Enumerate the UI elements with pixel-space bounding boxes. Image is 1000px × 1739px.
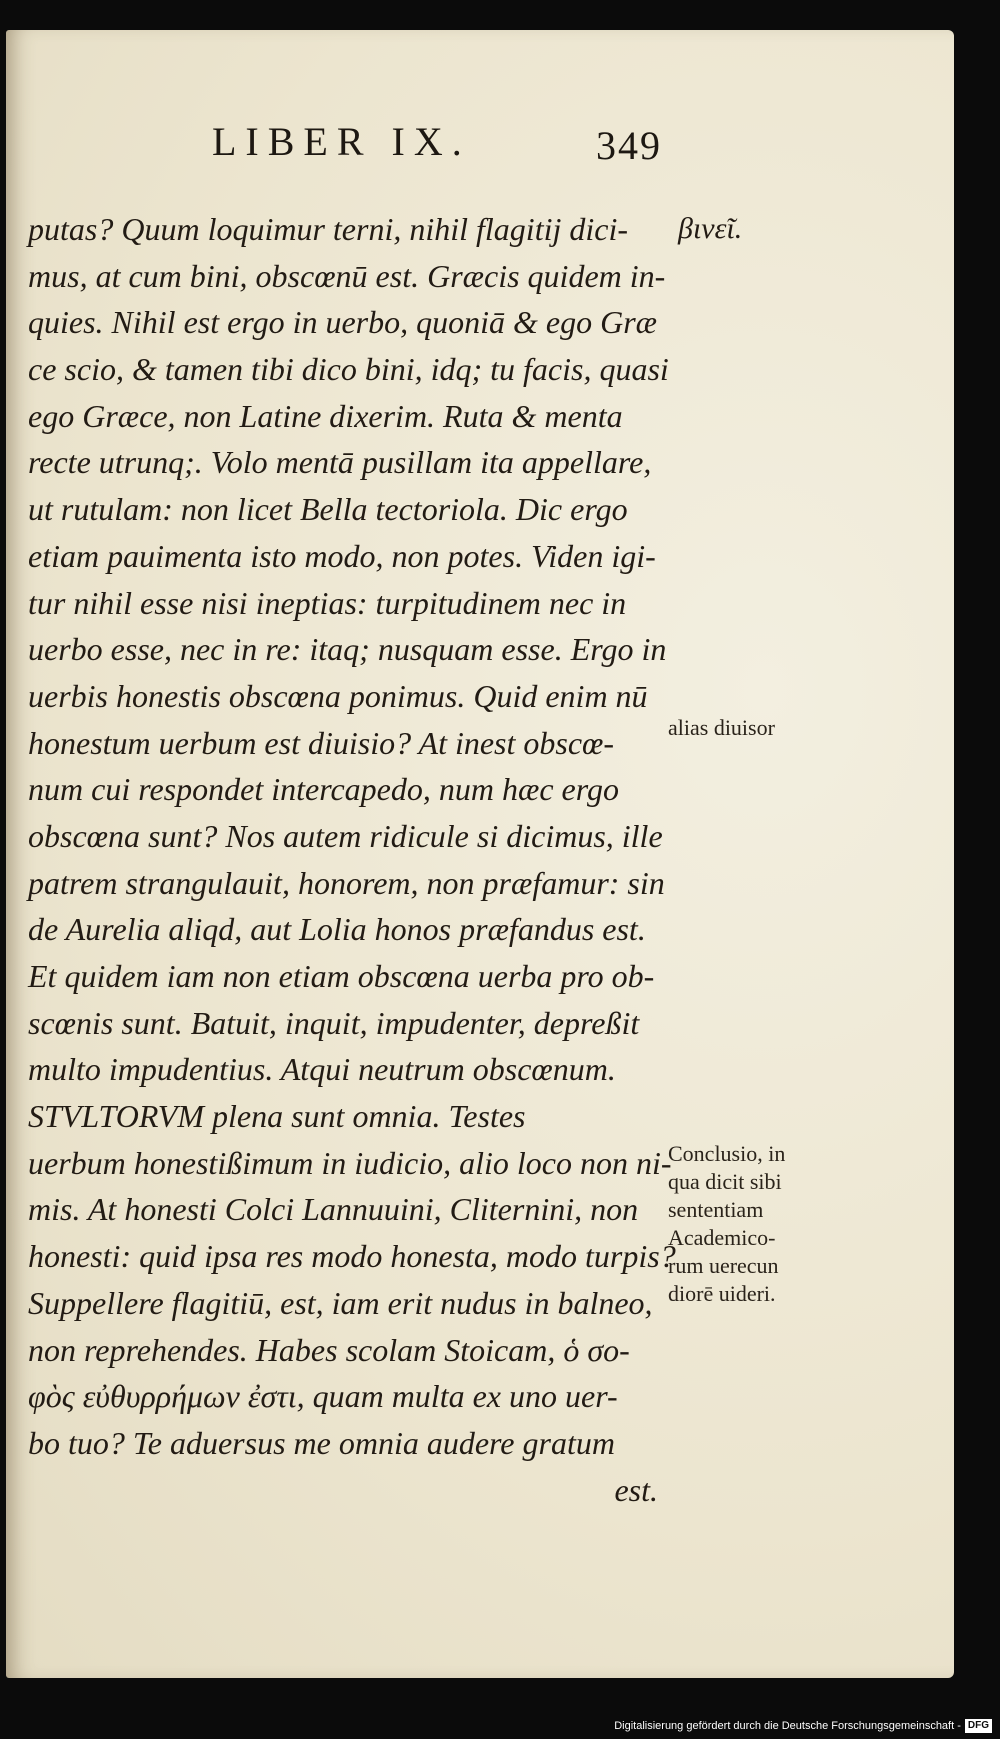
text-line: honestum uerbum est diuisio? At inest obscœ- — [28, 724, 615, 761]
main-text-block — [28, 206, 676, 1513]
text-line: etiam pauimenta isto modo, non potes. Viden igi- — [28, 537, 656, 574]
text-line: obscœna sunt? Nos autem ridicule si dicimus, ille — [28, 817, 663, 854]
text-line: Et quidem iam non etiam obscœna uerba pro ob- — [28, 958, 655, 994]
running-head-title: LIBER IX. — [212, 119, 471, 164]
digitization-footer — [614, 1717, 992, 1735]
text-line: ego Græce, non Latine dixerim. Ruta & menta — [28, 397, 623, 434]
text-line: Suppellere flagitiū, est, iam erit nudus in balneo, — [28, 1284, 653, 1321]
text-line: ce scio, & tamen tibi dico bini, idq; tu facis, quasi — [28, 351, 669, 388]
text-line: non reprehendes. Habes scolam Stoicam, ὁ σο- — [28, 1331, 630, 1368]
margin-note-line: diorē uideri. — [668, 1281, 776, 1306]
margin-greek-gloss: βινεῖ. — [678, 212, 743, 245]
text-line: quies. Nihil est ergo in uerbo, quoniā & ego Græ — [28, 304, 658, 341]
text-line: STVLTORVM plena sunt omnia. Testes — [28, 1098, 526, 1135]
running-head — [6, 118, 954, 178]
text-line: de Aurelia aliqd, aut Lolia honos præfandus est. — [28, 911, 646, 948]
text-line: mus, at cum bini, obscœnū est. Græcis quidem in- — [28, 257, 666, 294]
margin-note-line: Academico- — [668, 1225, 776, 1250]
text-line: putas? Quum loquimur terni, nihil flagitij dici- — [28, 211, 628, 247]
text-line: patrem strangulauit, honorem, non præfamur: sin — [28, 864, 665, 901]
book-page — [6, 30, 954, 1678]
dfg-logo: DFG — [965, 1719, 992, 1733]
funding-credit: Digitalisierung gefördert durch die Deutsche Forschungsgemeinschaft - — [614, 1720, 961, 1732]
text-line: tur nihil esse nisi ineptias: turpitudinem nec in — [28, 584, 627, 621]
text-line: multo impudentius. Atqui neutrum obscœnum. — [28, 1051, 616, 1088]
page-number: 349 — [596, 123, 662, 168]
margin-note-line: qua dicit sibi — [668, 1169, 782, 1194]
text-line: uerbo esse, nec in re: itaq; nusquam esse. Ergo in — [28, 631, 667, 668]
text-line: uerbum honestißimum in iudicio, alio loco non ni- — [28, 1144, 672, 1181]
text-line: ut rutulam: non licet Bella tectoriola. Dic ergo — [28, 491, 628, 528]
margin-note-line: alias diuisor — [668, 715, 775, 740]
text-line: recte utrunq;. Volo mentā pusillam ita appellare, — [28, 444, 652, 481]
margin-note-conclusion — [668, 1140, 785, 1308]
margin-note-line: sententiam — [668, 1197, 764, 1222]
margin-note-line: Conclusio, in — [668, 1141, 786, 1166]
text-line-final: est. — [614, 1471, 658, 1508]
text-line: bo tuo? Te aduersus me omnia audere gratum — [28, 1424, 615, 1461]
text-line: mis. At honesti Colci Lannuuini, Cliternini, non — [28, 1191, 639, 1228]
text-line: honesti: quid ipsa res modo honesta, modo turpis? — [28, 1238, 676, 1275]
text-line: uerbis honestis obscœna ponimus. Quid enim nū — [28, 677, 648, 714]
margin-note-line: rum uerecun — [668, 1253, 779, 1278]
text-line: num cui respondet intercapedo, num hæc ergo — [28, 771, 619, 808]
margin-note-variant — [668, 714, 775, 742]
text-line: φὸς εὐθυρρήμων ἐστι, quam multa ex uno uer- — [28, 1378, 618, 1415]
text-line: scœnis sunt. Batuit, inquit, impudenter, depreßit — [28, 1004, 640, 1041]
